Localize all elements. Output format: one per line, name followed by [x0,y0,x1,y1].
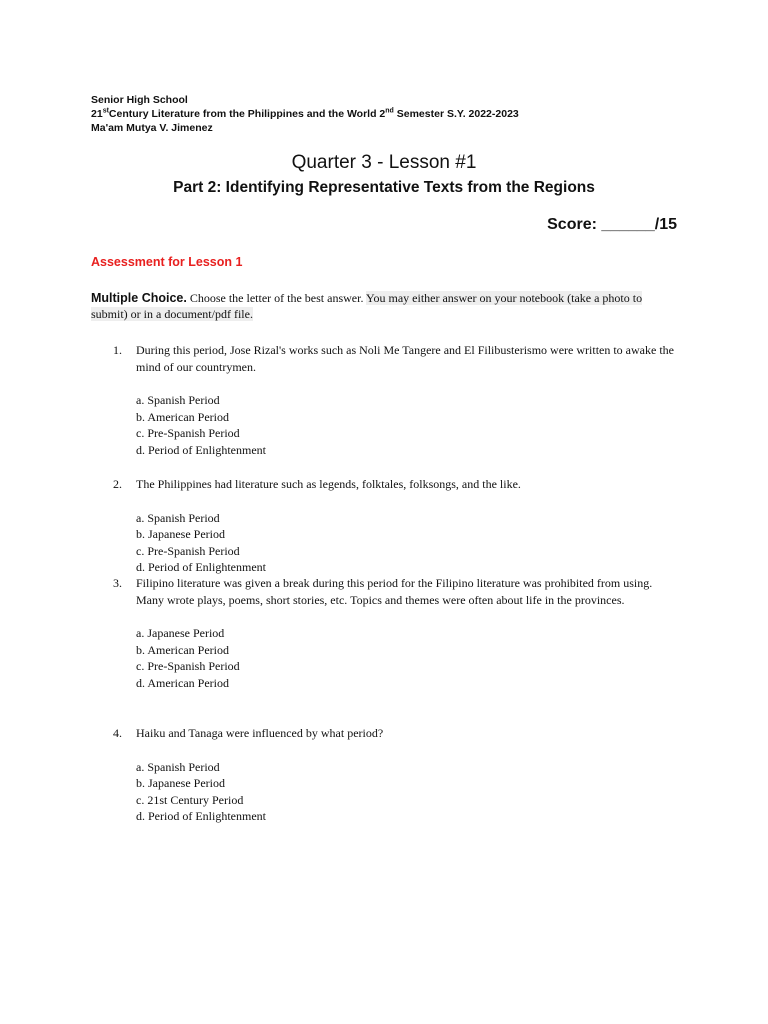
course-line [91,107,519,121]
instructions [91,290,681,322]
question-text: Haiku and Tanaga were influenced by what period? [136,726,384,740]
choice-c: c. 21st Century Period [136,792,244,807]
document-header [91,93,519,135]
choice-list [136,759,683,825]
choice-a: a. Japanese Period [136,626,225,640]
choice-b: b. American Period [136,409,229,424]
choice-d: d. American Period [136,675,229,690]
course-number: 21 [91,108,103,120]
course-title: Century Literature from the Philippines and the World 2 [108,108,386,120]
choice-d: d. Period of Enlightenment [136,560,266,574]
choice-d: d. Period of Enlightenment [136,809,266,823]
question-4 [113,725,683,825]
instructions-highlight: You may either answer on your notebook (take a photo to submit) or in a document/pdf file. [91,291,643,321]
choice-list [136,392,683,458]
question-3 [113,575,683,691]
choice-b: b. American Period [136,642,229,657]
question-text: The Philippines had literature such as legends, folktales, folksongs, and the like. [136,477,521,491]
choice-list [136,625,683,691]
choice-list [136,510,683,576]
question-number: 3. [113,576,122,590]
choice-a: a. Spanish Period [136,510,220,525]
assessment-heading: Assessment for Lesson 1 [91,255,243,269]
question-number: 1. [113,343,122,357]
choice-b: b. Japanese Period [136,527,225,541]
semester-year: Semester S.Y. 2022-2023 [396,108,519,120]
instructions-text: Choose the letter of the best answer. [189,291,364,305]
choice-c: c. Pre-Spanish Period [136,543,240,558]
school-level: Senior High School [91,94,188,106]
semester-suffix: nd [385,107,394,115]
choice-d: d. Period of Enlightenment [136,442,266,457]
question-1 [113,342,683,458]
teacher-name: Ma'am Mutya V. Jimenez [91,122,213,134]
choice-c: c. Pre-Spanish Period [136,659,240,673]
question-number: 4. [113,726,122,740]
lesson-subtitle: Part 2: Identifying Representative Texts from the Regions [173,179,595,196]
choice-b: b. Japanese Period [136,776,225,790]
choice-a: a. Spanish Period [136,759,220,774]
question-text: During this period, Jose Rizal's works such as Noli Me Tangere and El Filibusterismo were written to awake the mind of our countrymen. [136,343,674,374]
score-field: Score: ______/15 [547,216,677,233]
choice-c: c. Pre-Spanish Period [136,426,240,440]
instructions-label: Multiple Choice. [91,291,187,305]
choice-a: a. Spanish Period [136,393,220,407]
question-text: Filipino literature was given a break during this period for the Filipino literature was prohibited from using. Many wrote plays, poems, short stories, etc. Topics and themes were often about life in the provinces. [136,576,653,607]
question-number: 2. [113,477,122,491]
lesson-title: Quarter 3 - Lesson #1 [291,152,477,173]
course-number-suffix: st [102,107,109,115]
question-2 [113,476,683,576]
